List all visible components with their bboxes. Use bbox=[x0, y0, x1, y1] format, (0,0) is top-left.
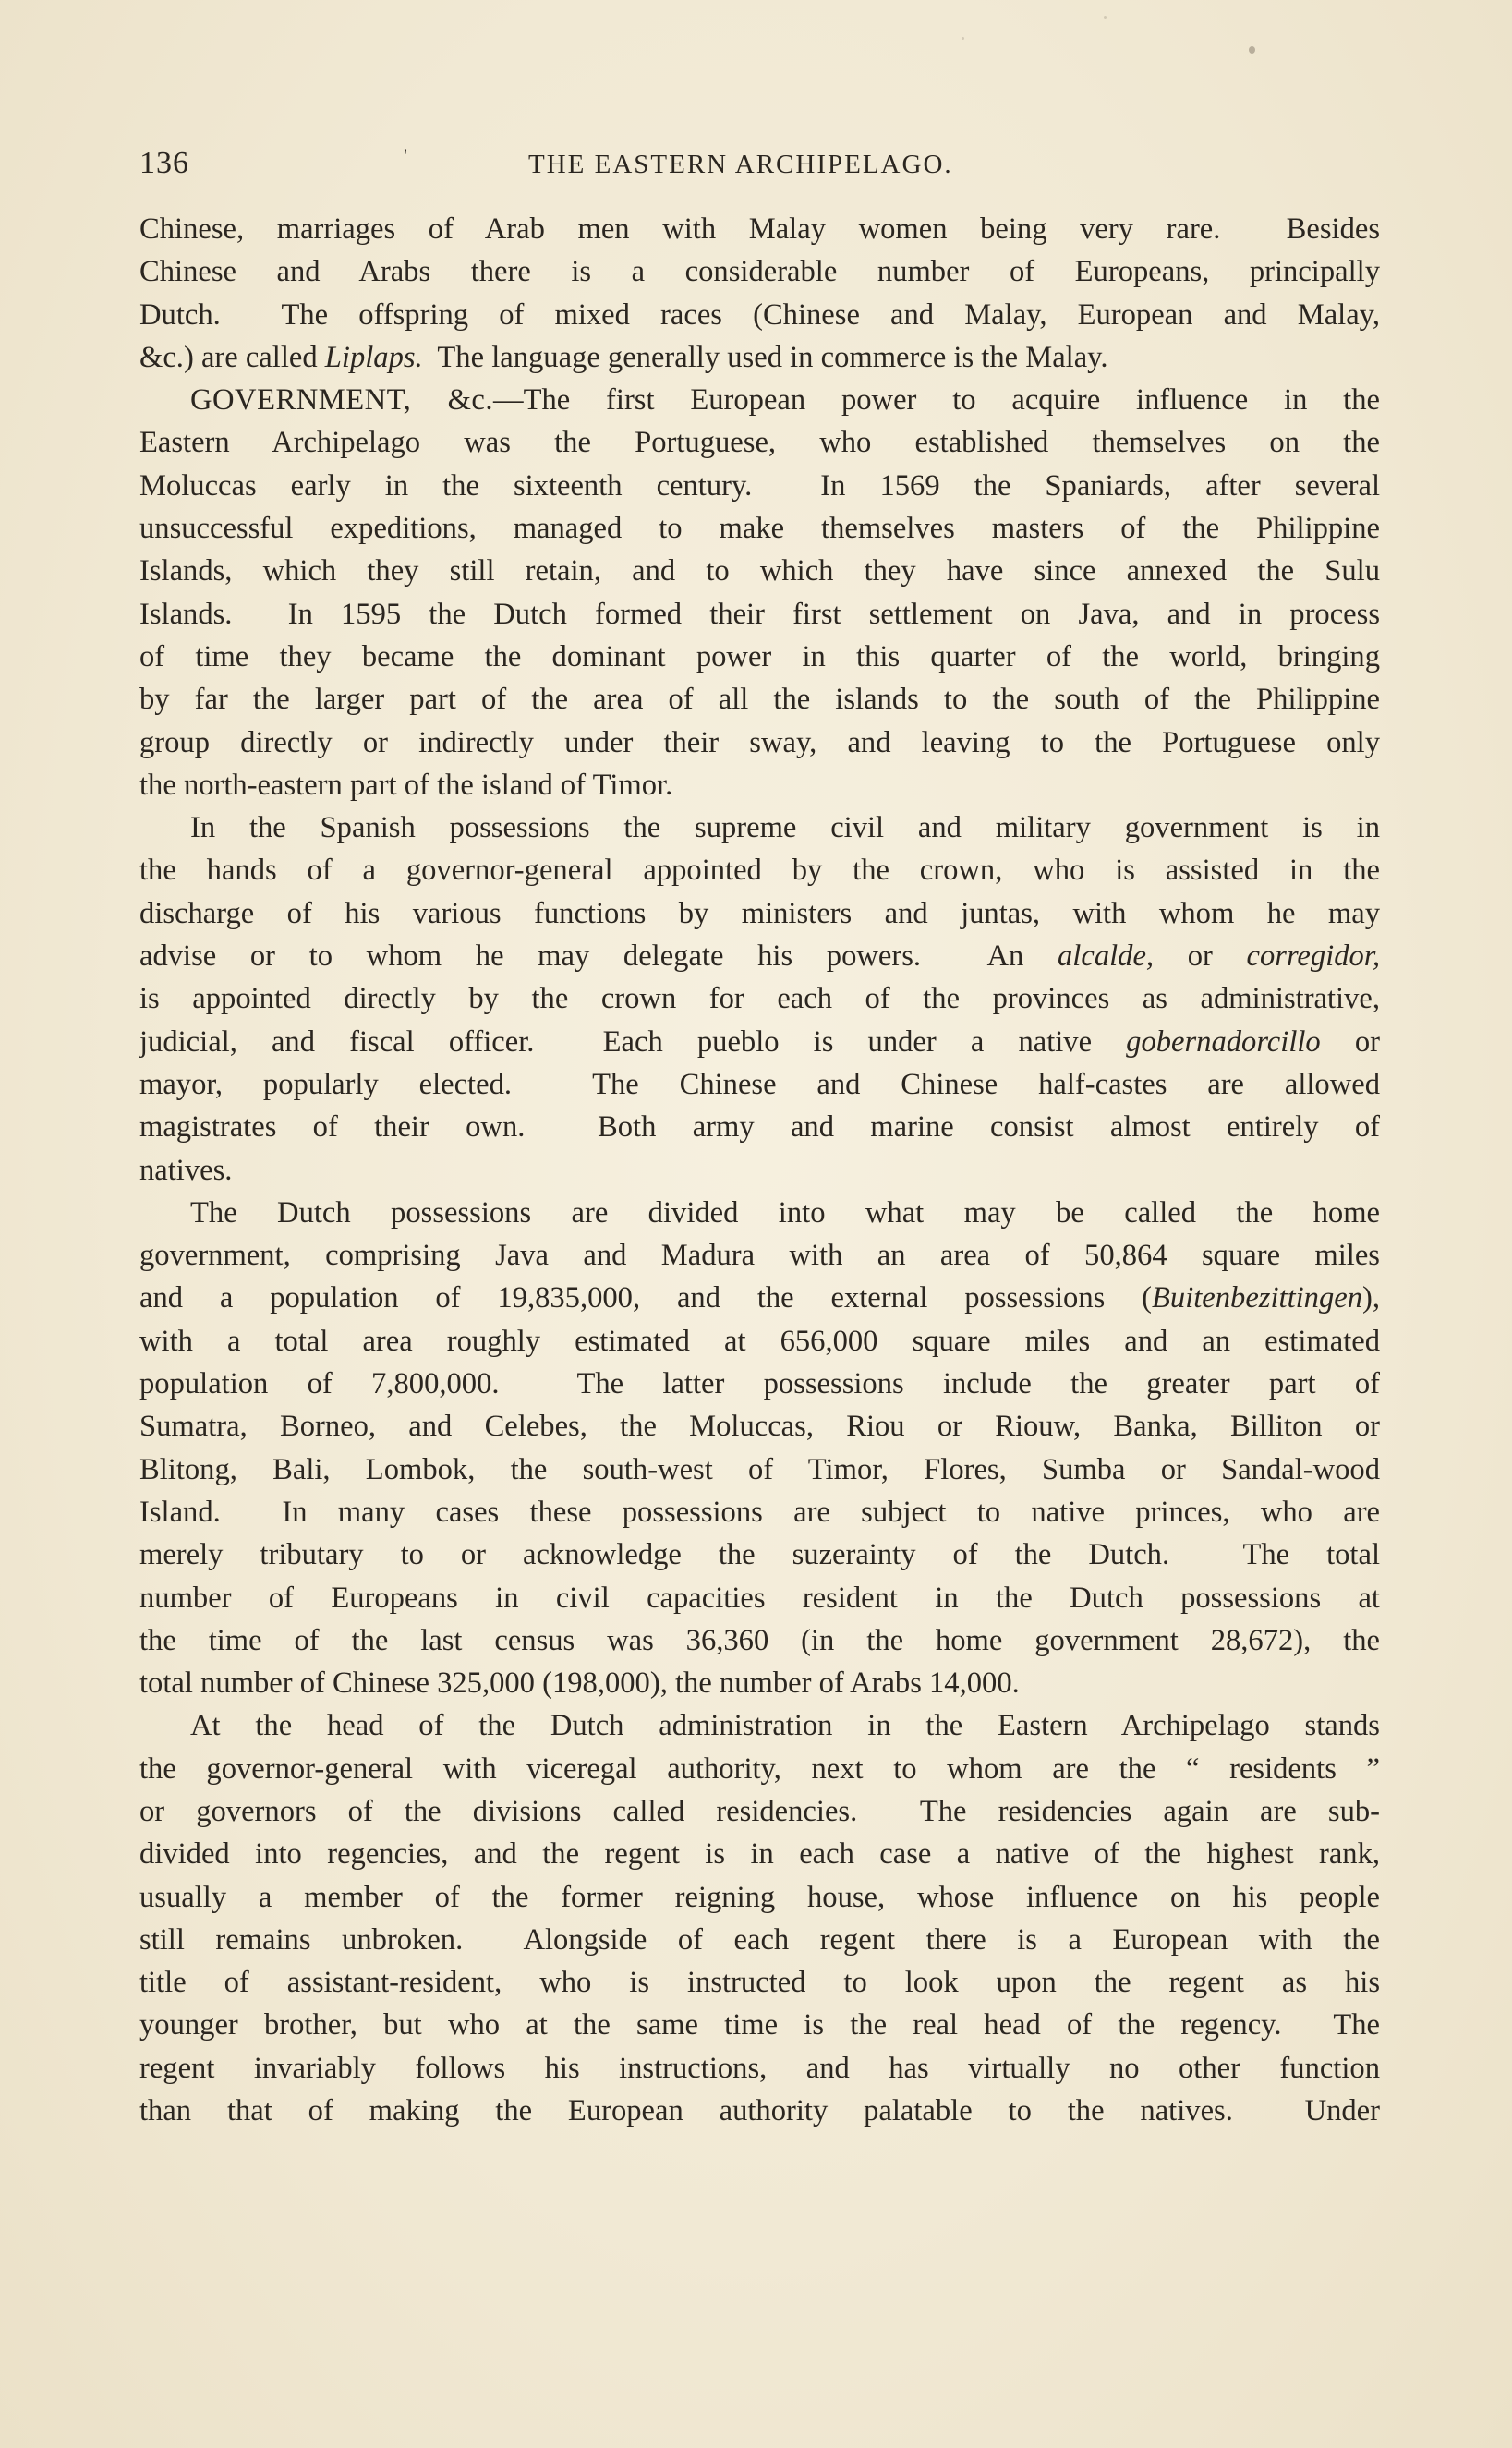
text-segment: discharge of his various functions by ministers and juntas, with whom he may bbox=[139, 896, 1380, 930]
text-line bbox=[139, 1961, 1380, 2004]
text-line bbox=[139, 1577, 1380, 1619]
text-line bbox=[139, 465, 1380, 507]
text-line bbox=[139, 1448, 1380, 1491]
text-line bbox=[139, 550, 1380, 592]
text-segment: magistrates of their own. Both army and marine consist almost entirely of bbox=[139, 1110, 1380, 1145]
text-segment: title of assistant-resident, who is instructed to look upon the regent as his bbox=[139, 1966, 1380, 2000]
paper-speck bbox=[1249, 46, 1255, 54]
text-line bbox=[139, 1790, 1380, 1833]
text-line bbox=[139, 1149, 1380, 1192]
text-segment: natives. bbox=[139, 1153, 233, 1187]
text-line bbox=[139, 721, 1380, 764]
text-segment: is appointed directly by the crown for each of the provinces as administrative, bbox=[139, 982, 1380, 1016]
text-segment: or bbox=[1154, 939, 1247, 974]
text-segment: the north-eastern part of the island of Timor. bbox=[139, 768, 673, 802]
section-heading: GOVERNMENT, &c. bbox=[190, 383, 494, 418]
text-segment: Island. In many cases these possessions are subject to native princes, who are bbox=[139, 1495, 1380, 1529]
text-segment: or bbox=[1320, 1024, 1380, 1059]
text-segment: younger brother, but who at the same time is the real head of the regency. The bbox=[139, 2008, 1380, 2042]
running-head: THE EASTERN ARCHIPELAGO. bbox=[528, 150, 953, 179]
text-segment: Blitong, Bali, Lombok, the south-west of Timor, Flores, Sumba or Sandal-wood bbox=[139, 1452, 1380, 1486]
text-segment: and a population of 19,835,000, and the external possessions ( bbox=[139, 1281, 1152, 1315]
text-line bbox=[139, 892, 1380, 935]
text-line bbox=[139, 1363, 1380, 1405]
text-line bbox=[139, 1234, 1380, 1277]
italic-term: Buitenbezittingen bbox=[1152, 1281, 1362, 1315]
page-header bbox=[139, 146, 1380, 194]
text-segment: Eastern Archipelago was the Portuguese, who established themselves on the bbox=[139, 426, 1380, 460]
text-segment: The Dutch possessions are divided into what may be called the home bbox=[190, 1195, 1380, 1230]
italic-term: gobernadorcillo bbox=[1126, 1024, 1321, 1059]
text-line bbox=[139, 1704, 1380, 1747]
text-line bbox=[139, 421, 1380, 464]
text-line bbox=[139, 1919, 1380, 1961]
text-segment: number of Europeans in civil capacities resident in the Dutch possessions at bbox=[139, 1581, 1380, 1615]
text-line bbox=[139, 678, 1380, 721]
text-segment: mayor, popularly elected. The Chinese and Chinese half-castes are allowed bbox=[139, 1067, 1380, 1101]
text-line bbox=[139, 1533, 1380, 1576]
text-segment: —The first European power to acquire influence in the bbox=[493, 383, 1380, 418]
text-segment: total number of Chinese 325,000 (198,000), the number of Arabs 14,000. bbox=[139, 1666, 1020, 1701]
text-line bbox=[139, 1106, 1380, 1148]
text-segment: Islands, which they still retain, and to which they have since annexed the Sulu bbox=[139, 554, 1380, 588]
text-line bbox=[139, 1491, 1380, 1533]
text-line bbox=[139, 294, 1380, 336]
italic-term: Liplaps. bbox=[324, 340, 423, 374]
text-segment: the governor-general with viceregal authority, next to whom are the “ residents ” bbox=[139, 1751, 1380, 1786]
text-line bbox=[139, 250, 1380, 293]
text-segment: the hands of a governor-general appointed by the crown, who is assisted in the bbox=[139, 854, 1380, 888]
paper-speck bbox=[962, 37, 964, 40]
text-segment: The language generally used in commerce is the Malay. bbox=[422, 340, 1108, 374]
text-line bbox=[139, 593, 1380, 636]
text-line bbox=[139, 806, 1380, 849]
text-segment: of time they became the dominant power in this quarter of the world, bringing bbox=[139, 639, 1380, 673]
italic-term: alcalde, bbox=[1058, 939, 1155, 974]
text-segment: Chinese, marriages of Arab men with Malay women being very rare. Besides bbox=[139, 212, 1380, 246]
text-line bbox=[139, 636, 1380, 678]
text-segment: population of 7,800,000. The latter possessions include the greater part of bbox=[139, 1367, 1380, 1401]
text-segment: Sumatra, Borneo, and Celebes, the Moluccas, Riou or Riouw, Banka, Billiton or bbox=[139, 1410, 1380, 1444]
text-segment: government, comprising Java and Madura with an area of 50,864 square miles bbox=[139, 1239, 1380, 1273]
text-line bbox=[139, 1748, 1380, 1790]
text-segment: Dutch. The offspring of mixed races (Chinese and Malay, European and Malay, bbox=[139, 297, 1380, 332]
text-segment: group directly or indirectly under their sway, and leaving to the Portuguese only bbox=[139, 725, 1380, 759]
text-line bbox=[139, 849, 1380, 891]
text-segment: advise or to whom he may delegate his powers. An bbox=[139, 939, 1058, 974]
text-line bbox=[139, 1662, 1380, 1704]
header-mark: ' bbox=[404, 144, 407, 167]
text-line bbox=[139, 1876, 1380, 1919]
text-segment: Islands. In 1595 the Dutch formed their first settlement on Java, and in process bbox=[139, 597, 1380, 631]
text-segment: than that of making the European authority palatable to the natives. Under bbox=[139, 2094, 1380, 2128]
text-segment: judicial, and fiscal officer. Each pueblo is under a native bbox=[139, 1024, 1127, 1059]
text-line bbox=[139, 1320, 1380, 1363]
text-segment: In the Spanish possessions the supreme civil and military government is in bbox=[190, 811, 1380, 845]
text-segment: divided into regencies, and the regent is in each case a native of the highest rank, bbox=[139, 1837, 1380, 1872]
text-segment: Moluccas early in the sixteenth century. In 1569 the Spaniards, after several bbox=[139, 468, 1380, 503]
text-line bbox=[139, 1192, 1380, 1234]
text-segment: &c.) are called bbox=[139, 340, 325, 374]
text-line bbox=[139, 2004, 1380, 2046]
text-segment: At the head of the Dutch administration in the Eastern Archipelago stands bbox=[190, 1709, 1380, 1743]
text-line bbox=[139, 1833, 1380, 1875]
text-line bbox=[139, 2090, 1380, 2132]
text-segment: or governors of the divisions called residencies. The residencies again are sub- bbox=[139, 1794, 1380, 1828]
body-text bbox=[139, 208, 1380, 2132]
text-segment: ), bbox=[1362, 1281, 1380, 1315]
text-segment: the time of the last census was 36,360 (in the home government 28,672), the bbox=[139, 1623, 1380, 1657]
text-line bbox=[139, 977, 1380, 1020]
text-segment: with a total area roughly estimated at 656,000 square miles and an estimated bbox=[139, 1324, 1380, 1358]
text-line bbox=[139, 1619, 1380, 1662]
text-line bbox=[139, 1277, 1380, 1319]
text-line bbox=[139, 2047, 1380, 2090]
text-line bbox=[139, 764, 1380, 806]
text-line bbox=[139, 1063, 1380, 1106]
paper-speck bbox=[1104, 16, 1107, 19]
text-segment: still remains unbroken. Alongside of each regent there is a European with the bbox=[139, 1922, 1380, 1957]
text-line bbox=[139, 336, 1380, 379]
text-line bbox=[139, 1405, 1380, 1448]
text-line bbox=[139, 507, 1380, 550]
text-segment: unsuccessful expeditions, managed to make themselves masters of the Philippine bbox=[139, 512, 1380, 546]
text-line bbox=[139, 1021, 1380, 1063]
page-number: 136 bbox=[139, 146, 189, 180]
italic-term: corregidor, bbox=[1246, 939, 1380, 974]
text-segment: usually a member of the former reigning house, whose influence on his people bbox=[139, 1880, 1380, 1914]
text-line bbox=[139, 379, 1380, 421]
text-segment: regent invariably follows his instructions, and has virtually no other function bbox=[139, 2051, 1380, 2085]
text-segment: by far the larger part of the area of all the islands to the south of the Philippine bbox=[139, 683, 1380, 717]
text-segment: Chinese and Arabs there is a considerable number of Europeans, principally bbox=[139, 255, 1380, 289]
text-line bbox=[139, 208, 1380, 250]
text-segment: merely tributary to or acknowledge the suzerainty of the Dutch. The total bbox=[139, 1538, 1380, 1572]
text-line bbox=[139, 935, 1380, 977]
